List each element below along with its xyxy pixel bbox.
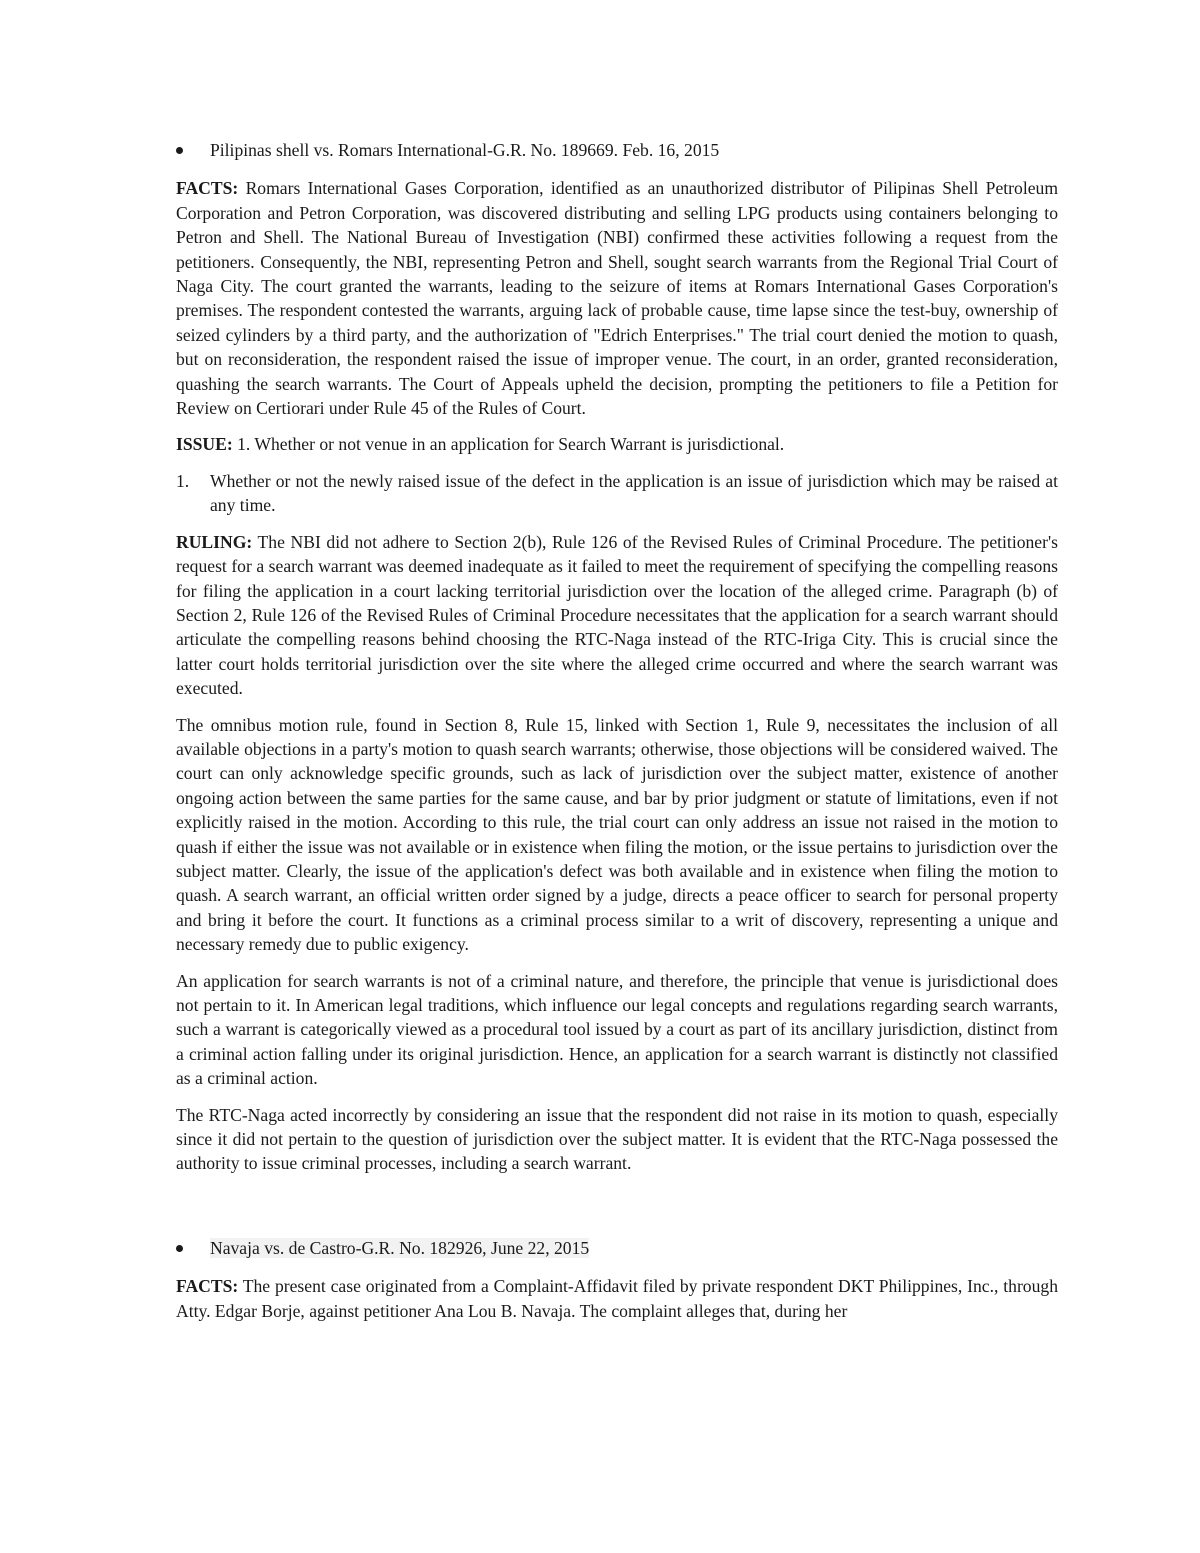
issue-paragraph [176,432,1058,456]
list-item-text: Whether or not the newly raised issue of the defect in the application is an issue of jurisdiction which may be raised at any time. [210,470,1058,516]
case-title: Navaja vs. de Castro-G.R. No. 182926, June 22, 2015 [210,1237,590,1258]
spacer [176,1188,1058,1236]
ruling-paragraph [176,530,1058,701]
case-title: Pilipinas shell vs. Romars International-G.R. No. 189669. Feb. 16, 2015 [210,140,720,160]
facts-text: Romars International Gases Corporation, identified as an unauthorized distributor of Pilipinas Shell Petroleum Corporation and Petron Corporation, was discovered distributing and selling LPG products using containers belonging to Petron and Shell. The National Bureau of Investigation (NBI) confirmed these activities following a request from the petitioners. Consequently, the NBI, representing Petron and Shell, sought search warrants from the Regional Trial Court of Naga City. The court granted the warrants, leading to the seizure of items at Romars International Gases Corporation's premises. The respondent contested the warrants, arguing lack of probable cause, time lapse since the test-buy, ownership of seized cylinders by a third party, and the authorization of "Edrich Enterprises." The trial court denied the motion to quash, but on reconsideration, the respondent raised the issue of improper venue. The court, in an order, granted reconsideration, quashing the search warrants. The Court of Appeals upheld the decision, prompting the petitioners to file a Petition for Review on Certiorari under Rule 45 of the Rules of Court. [176,178,1059,419]
case-heading [176,1236,1058,1260]
facts-text: The present case originated from a Complaint-Affidavit filed by private respondent DKT Philippines, Inc., through Atty. Edgar Borje, against petitioner Ana Lou B. Navaja. The complaint alleges that, during her [176,1276,1058,1321]
case-heading [176,138,1058,162]
body-paragraph: An application for search warrants is not of a criminal nature, and therefore, the principle that venue is jurisdictional does not pertain to it. In American legal traditions, which influence our legal concepts and regulations regarding search warrants, such a warrant is categorically viewed as a procedural tool issued by a court as part of its ancillary jurisdiction, distinct from a criminal action falling under its original jurisdiction. Hence, an application for a search warrant is distinctly not classified as a criminal action. [176,970,1058,1089]
issue-list-item [176,469,1058,518]
facts-paragraph [176,1274,1058,1323]
facts-paragraph [176,176,1058,420]
ruling-label: RULING: [176,531,253,552]
body-paragraph: The RTC-Naga acted incorrectly by considering an issue that the respondent did not raise in its motion to quash, especially since it did not pertain to the question of jurisdiction over the subject matter. It is evident that the RTC-Naga possessed the authority to issue criminal processes, including a search warrant. [176,1104,1058,1174]
list-number: 1. [176,470,190,491]
ruling-text: The NBI did not adhere to Section 2(b), Rule 126 of the Revised Rules of Criminal Procedure. The petitioner's request for a search warrant was deemed inadequate as it failed to meet the requirement of specifying the compelling reasons for filing the application in a court lacking territorial jurisdiction over the location of the alleged crime. Paragraph (b) of Section 2, Rule 126 of the Revised Rules of Criminal Procedure necessitates that the application for a search warrant should articulate the compelling reasons behind choosing the RTC-Naga instead of the RTC-Iriga City. This is crucial since the latter court holds territorial jurisdiction over the site where the alleged crime occurred and where the search warrant was executed. [176,531,1058,699]
body-paragraph: The omnibus motion rule, found in Section 8, Rule 15, linked with Section 1, Rule 9, necessitates the inclusion of all available objections in a party's motion to quash search warrants; otherwise, those objections will be considered waived. The court can only acknowledge specific grounds, such as lack of jurisdiction over the subject matter, existence of another ongoing action between the same parties for the same cause, and bar by prior judgment or statute of limitations, even if not explicitly raised in the motion. According to this rule, the trial court can only address an issue not raised in the motion to quash if either the issue was not available or in existence when filing the motion, or the issue pertains to jurisdiction over the subject matter. Clearly, the issue of the application's defect was both available and in existence when filing the motion to quash. A search warrant, an official written order signed by a judge, directs a peace officer to search for personal property and bring it before the court. It functions as a criminal process similar to a writ of discovery, representing a unique and necessary remedy due to public exigency. [176,714,1058,955]
bullet-icon [176,147,183,154]
issue-label: ISSUE: [176,434,233,455]
facts-label: FACTS: [176,1276,239,1297]
document-page [176,138,1058,1335]
facts-label: FACTS: [176,178,239,199]
issue-text: 1. Whether or not venue in an application for Search Warrant is jurisdictional. [237,434,785,455]
bullet-icon [176,1245,183,1252]
